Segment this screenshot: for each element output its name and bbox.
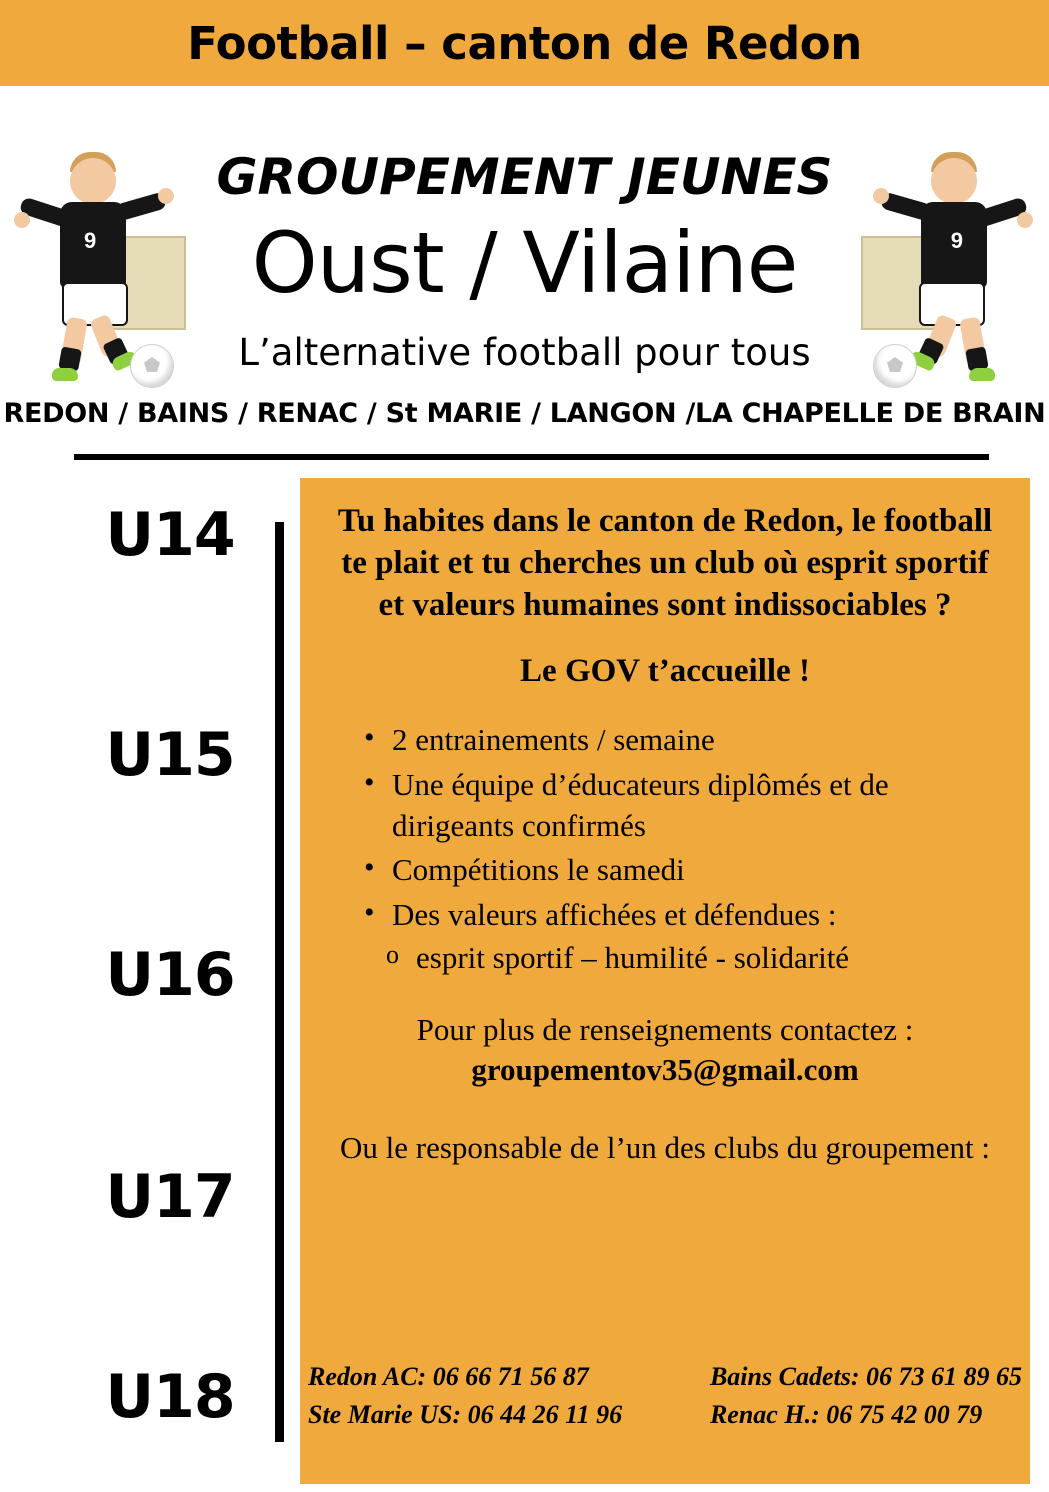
brand-title: Oust / Vilaine [251,214,798,312]
age-groups-column [70,500,270,1460]
list-item: • Compétitions le samedi [362,850,1004,891]
panel-lead-text: Tu habites dans le canton de Redon, le football te plait et tu cherches un club où esprit sportif et valeurs humaines sont indissociables ? [337,503,993,624]
benefits-list [326,720,1004,937]
club-responsible-text: Ou le responsable de l’un des clubs du groupement : [340,1130,990,1166]
panel-welcome-text: Le GOV t’accueille ! [520,652,810,689]
header-banner [0,0,1049,86]
masthead [0,86,1049,466]
age-group-u17: U17 [105,1162,235,1232]
info-panel [300,478,1030,1484]
club-contacts [308,1358,1022,1433]
jersey-number: 9 [84,228,97,253]
brand-tagline: L’alternative football pour tous [238,331,811,374]
list-item: • 2 entrainements / semaine [362,720,1004,761]
contact-line: Bains Cadets: 06 73 61 89 65 [709,1362,1022,1391]
vertical-divider [275,522,284,1442]
contact-email[interactable]: groupementov35@gmail.com [471,1052,859,1088]
contact-line: Ste Marie US: 06 44 26 11 96 [308,1399,623,1429]
kicker-groupement-jeunes: GROUPEMENT JEUNES [216,148,833,206]
contact-intro-text: Pour plus de renseignements contactez : [416,1012,914,1048]
age-group-u18: U18 [105,1362,235,1432]
clubs-list: REDON / BAINS / RENAC / St MARIE / LANGON /LA CHAPELLE DE BRAIN [3,398,1046,429]
contact-line: Renac H.: 06 75 42 00 79 [709,1399,983,1429]
jersey-number: 9 [950,228,963,253]
horizontal-divider [74,454,989,460]
age-group-u16: U16 [105,940,235,1010]
age-group-u15: U15 [105,720,235,790]
values-sub-item: o esprit sportif – humilité - solidarité [384,940,1004,976]
club-contacts-left [308,1358,622,1433]
club-contacts-right [710,1358,1022,1433]
page-title: Football – canton de Redon [187,16,862,70]
age-group-u14: U14 [105,500,235,570]
contact-line: Redon AC: 06 66 71 56 87 [308,1362,589,1391]
list-item: • Une équipe d’éducateurs diplômés et de dirigeants confirmés [362,765,1004,847]
list-item: • Des valeurs affichées et défendues : [362,895,1004,936]
